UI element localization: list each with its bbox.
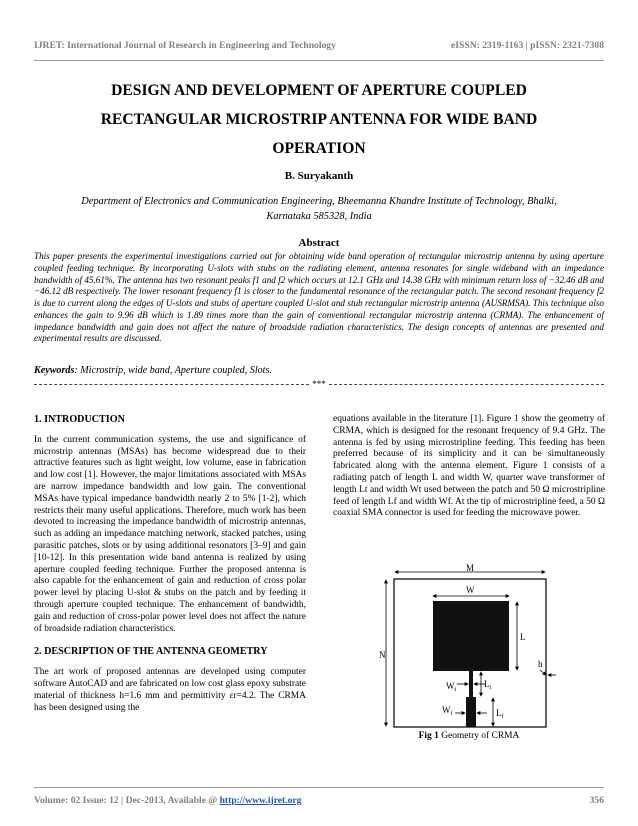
author-affiliation (40, 194, 598, 224)
separator-stars: *** (312, 379, 326, 389)
running-header (34, 40, 604, 51)
figure-caption (333, 731, 605, 741)
section-1-heading: 1. INTRODUCTION (34, 414, 125, 425)
right-column-text: equations available in the literature [1]. Figure 1 show the geometry of CRMA, which is designed for the resonant frequency of 9.4 GHz. The antenna is fed by using microstripline feeding. This feeding has been preferred because of its simplicity and it can be simultaneously fabricated along with the antenna element. Figure 1 consists of a radiating patch of length L and width W, quarter wave transformer of length Lt and width Wt used between the patch and 50 Ω microstripline feed of length Lf and width Wf. At the tip of microstripline feed, a 50 Ω coaxial SMA connector is used for feeding the microwave power. (333, 414, 605, 519)
label-Lt: $L_t$ (484, 679, 492, 691)
figure-caption-text: Geometry of CRMA (438, 731, 520, 741)
keywords-label: Keywords (34, 365, 75, 376)
keywords (34, 365, 604, 376)
author-name: B. Suryakanth (284, 170, 354, 182)
section-2-text: The art work of proposed antennas are developed using computer software AutoCAD and are fabricated on low cost glass epoxy substrate material of thickness h=1.6 mm and permittivity εr=4.2. The CRMA has been designed using the (34, 667, 306, 713)
right-column (333, 414, 605, 520)
label-W: W (466, 585, 475, 595)
title-line-3: OPERATION (272, 140, 366, 157)
label-Lf: $L_f$ (496, 708, 504, 720)
header-rule (34, 60, 604, 61)
left-column (34, 414, 306, 714)
label-L: L (520, 632, 526, 642)
issn-info: eISSN: 2319-1163 | pISSN: 2321-7308 (451, 40, 604, 51)
separator-dash-right (329, 384, 604, 385)
journal-website-link[interactable]: http://www.ijret.org (219, 795, 302, 806)
label-Wt: $W_t$ (446, 681, 457, 693)
keywords-text: : Microstrip, wide band, Aperture coupled, Slots. (74, 365, 272, 376)
affiliation-line-2: Karnataka 585328, India (266, 211, 372, 222)
crma-geometry-figure (380, 563, 562, 731)
footer-volume-info (34, 795, 301, 806)
title-line-1: DESIGN AND DEVELOPMENT OF APERTURE COUPLED (111, 82, 527, 99)
title-line-2: RECTANGULAR MICROSTRIP ANTENNA FOR WIDE BAND (100, 111, 538, 128)
label-Wf: $W_f$ (442, 705, 453, 717)
microstrip-feed (466, 697, 476, 727)
section-1-text: In the current communication systems, the use and significance of microstrip antennas (MSAs) has become widespread due to their attractive features such as light weight, low volume, ease in fabrication and low cost [1]. However, the major limitations associated with MSAs are narrow impedance bandwidth and low gain. The conventional MSAs have typical impedance bandwidth nearly 2 to 5% [1-2], which restricts their many useful applications. Therefore, much work has been devoted to increasing the impedance bandwidth of microstrip antennas, such as adding an impedance matching network, stacked patches, using parasitic patches, slots or by using additional resonators [3–9] and gain [10-12]. In this presentation wide band antenna is realized by using aperture coupled feeding technique. Further the proposed antenna is also capable for the enhancement of gain and reduction of cross polar power level by placing U-slot & stubs on the patch and by feeding it through aperture coupled technique. The enhancement of bandwidth, gain and reduction of cross-polar power level does not affect the nature of broadside radiation characteristics. (34, 434, 306, 634)
label-h: h (538, 659, 543, 669)
label-N: N (379, 650, 386, 660)
abstract-text: This paper presents the experimental investigations carried out for obtaining wide band operation of rectangular microstrip antenna by using aperture coupled feeding technique. By incorporating U-slots with stubs on the radiating element, antenna resonates for single wideband with an impedance bandwidth of 45.61%. The antenna has two resonant peaks f1 and f2 which occurs at 12.1 GHz and 14.38 GHz with minimum return loss of −32.46 dB and −46.12 dB respectively. The lower resonant frequency f1 is closer to the fundamental resonance of the rectangular patch. The second resonant frequency f2 is due to current along the edges of U-slots and stubs of aperture coupled U-slot and stub rectangular microstrip antenna (AUSRMSA). This technique also enhances the gain to 9.96 dB which is 1.89 times more than the gain of conventional rectangular microstrip antenna (CRMA). The enhancement of impedance bandwidth and gain does not affect the nature of broadside radiation characteristics. The design concepts of antennas are presented and experimental results are discussed. (34, 251, 604, 344)
journal-name: IJRET: International Journal of Research in Engineering and Technology (34, 40, 336, 51)
figure-caption-label: Fig 1 (418, 731, 439, 741)
footer-volume-text: Volume: 02 Issue: 12 | Dec-2013, Available @ (34, 795, 220, 806)
radiating-patch (433, 601, 509, 671)
label-M: M (466, 563, 475, 573)
running-footer (34, 795, 604, 806)
section-2-heading: 2. DESCRIPTION OF THE ANTENNA GEOMETRY (34, 646, 268, 658)
paper-title (40, 76, 598, 163)
page-number: 356 (589, 795, 604, 806)
separator-dash-left (34, 384, 309, 385)
footer-rule (34, 787, 604, 788)
affiliation-line-1: Department of Electronics and Communication Engineering, Bheemanna Khandre Institute of Technology, Bhalki, (81, 196, 557, 207)
abstract-heading: Abstract (298, 237, 340, 249)
quarter-wave-transformer (469, 671, 473, 697)
section-separator (34, 380, 604, 389)
